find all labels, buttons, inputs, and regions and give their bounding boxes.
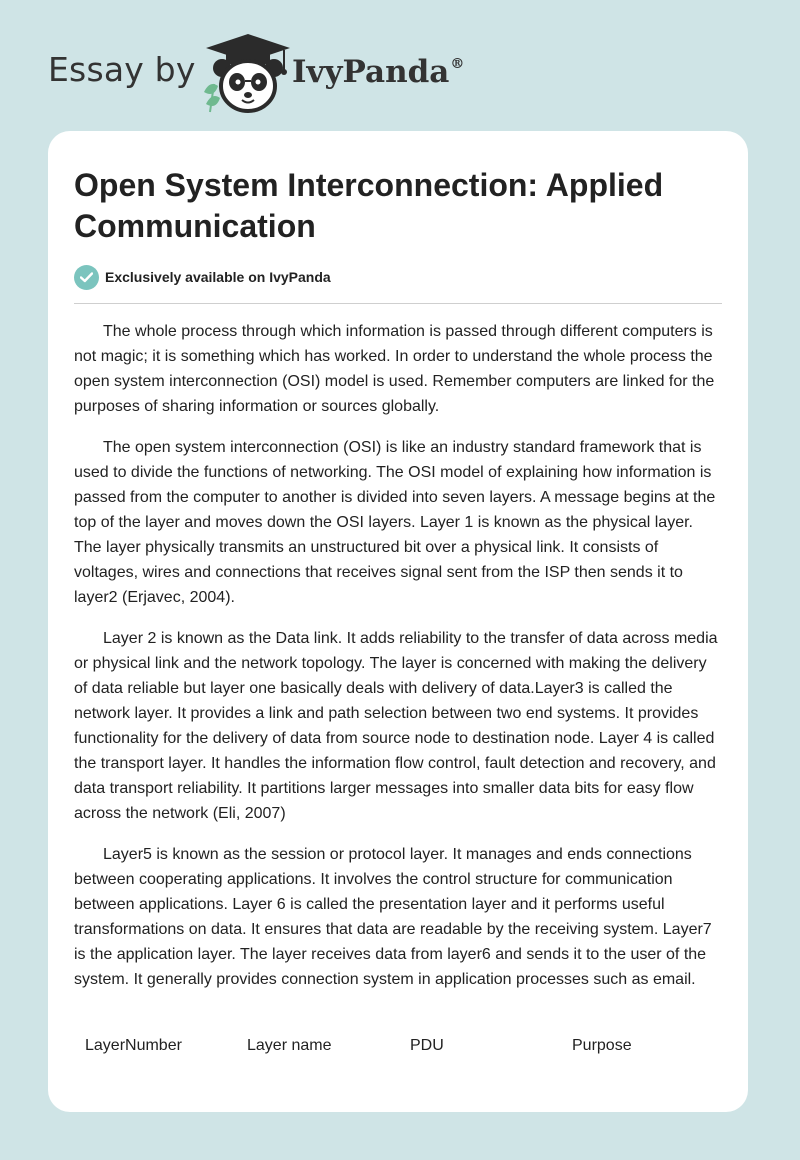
paragraph: Layer5 is known as the session or protocol layer. It manages and ends connections between cooperating applications. It involves the control structure for communication between applications. Layer 6 is called the presentation layer and it performs useful transformations on data. It ensures that data are readable by the receiving system. Layer7 is the application layer. The layer receives data from layer6 and sends it to the user of the system. It generally provides connection system in application processes such as email. [74, 846, 712, 988]
brand-name[interactable] [292, 54, 463, 90]
essay-card [48, 131, 748, 1112]
page-title: Open System Interconnection: Applied Communication [74, 167, 664, 244]
essay-body [74, 319, 724, 1008]
table-header-layer-name: Layer name [247, 1037, 332, 1054]
table-header-pdu: PDU [410, 1037, 444, 1054]
paragraph: Layer 2 is known as the Data link. It adds reliability to the transfer of data across media or physical link and the network topology. The layer is concerned with making the delivery of data reliable but layer one basically deals with delivery of data.Layer3 is called the network layer. It provides a link and path selection between two end systems. It provides functionality for the delivery of data from source node to destination node. Layer 4 is called the transport layer. It handles the information flow control, fault detection and recovery, and data transport reliability. It partitions larger messages into smaller data bits for easy flow across the network (Eli, 2007) [74, 630, 718, 822]
paragraph: The open system interconnection (OSI) is like an industry standard framework that is used to divide the functions of networking. The OSI model of explaining how information is passed from the computer to another is divided into seven layers. A message begins at the top of the layer and moves down the OSI layers. Layer 1 is known as the physical layer. The layer physically transmits an unstructured bit over a physical link. It consists of voltages, wires and connections that receives signal sent from the ISP then sends it to layer2 (Erjavec, 2004). [74, 439, 716, 606]
table-header-layer-number: LayerNumber [85, 1037, 182, 1054]
panda-graduate-logo-icon[interactable] [200, 32, 296, 116]
layer-table-header [74, 1037, 722, 1061]
badge-label: Exclusively available on IvyPanda [105, 269, 331, 285]
check-circle-icon [74, 265, 99, 290]
essay-by-label: Essay by [48, 50, 196, 89]
brand-text: IvyPanda [292, 54, 450, 90]
site-header [48, 30, 748, 110]
divider [74, 303, 722, 304]
paragraph: The whole process through which information is passed through different computers is not magic; it is something which has worked. In order to understand the whole process the open system interconnection (OSI) model is used. Remember computers are linked for the purposes of sharing information or sources globally. [74, 323, 715, 415]
registered-mark: ® [450, 56, 465, 72]
table-header-purpose: Purpose [572, 1037, 632, 1054]
exclusive-badge [74, 264, 331, 290]
